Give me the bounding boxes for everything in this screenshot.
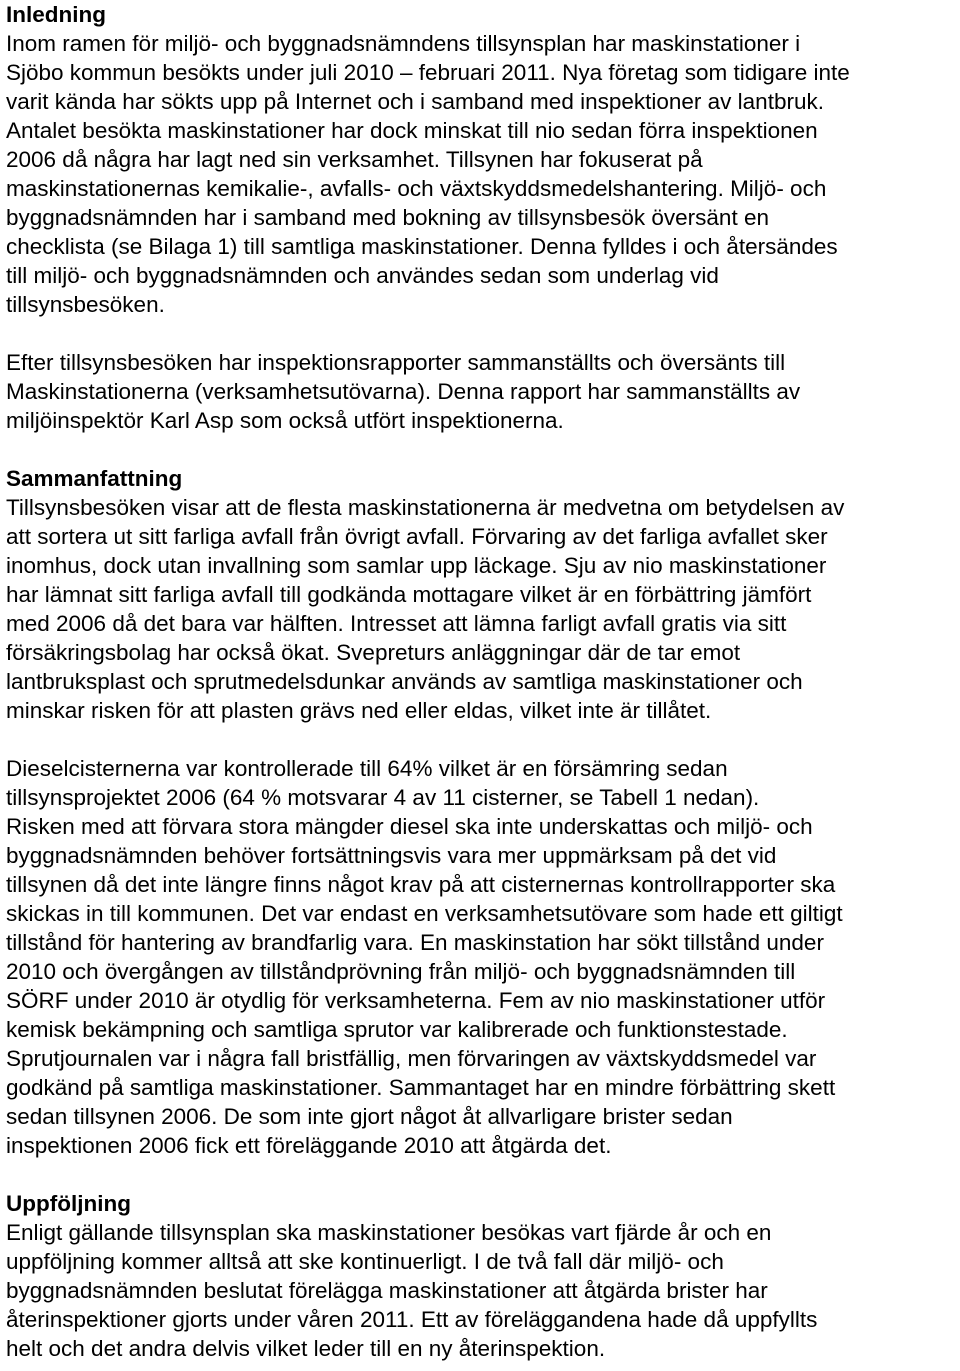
- spacer: [6, 1160, 956, 1189]
- summary-paragraph-2: Dieselcisternerna var kontrollerade till 64% vilket är en försämring sedan tillsynsprojektet 2006 (64 % motsvarar 4 av 11 cisterner, se Tabell 1 nedan). Risken med att förvara stora mängder diesel ska inte underskattas och miljö- och byggnadsnämnden behöver fortsättningsvis vara mer uppmärksam på det vid tillsynen då det inte längre finns något krav på att cisternernas kontrollrapporter ska skickas in till kommunen. Det var endast en verksamhetsutövare som hade ett giltigt tillstånd för hantering av brandfarlig vara. En maskinstation har sökt tillstånd under 2010 och övergången av tillståndprövning från miljö- och byggnadsnämnden till SÖRF under 2010 är otydlig för verksamheterna. Fem av nio maskinstationer utför kemisk bekämpning och samtliga sprutor var kalibrerade och funktionstestade. Sprutjournalen var i några fall bristfällig, men förvaringen av växtskyddsmedel var godkänd på samtliga maskinstationer. Sammantaget har en mindre förbättring skett sedan tillsynen 2006. De som inte gjort något åt allvarligare brister sedan inspektionen 2006 fick ett föreläggande 2010 att åtgärda det.: [6, 756, 843, 1158]
- intro-paragraph-2: Efter tillsynsbesöken har inspektionsrapporter sammanställts och översänts till Maskinstationerna (verksamhetsutövarna). Denna rapport har sammanställts av miljöinspektör Karl Asp som också utfört inspektionerna.: [6, 350, 801, 433]
- heading-uppfoljning: Uppföljning: [6, 1191, 131, 1216]
- document-page: [6, 0, 956, 1363]
- spacer: [6, 435, 956, 464]
- summary-paragraph-1: Tillsynsbesöken visar att de flesta maskinstationerna är medvetna om betydelsen av att sortera ut sitt farliga avfall från övrigt avfall. Förvaring av det farliga avfallet sker inomhus, dock utan invallning som samlar upp läckage. Sju av nio maskinstationer har lämnat sitt farliga avfall till godkända mottagare vilket är en förbättring jämfört med 2006 då det bara var hälften. Intresset att lämna farligt avfall gratis via sitt försäkringsbolag har också ökat. Svepreturs anläggningar där de tar emot lantbruksplast och sprutmedelsdunkar används av samtliga maskinstationer och minskar risken för att plasten grävs ned eller eldas, vilket inte är tillåtet.: [6, 495, 845, 723]
- followup-paragraph-1: Enligt gällande tillsynsplan ska maskinstationer besökas vart fjärde år och en uppföljning kommer alltså att ske kontinuerligt. I de två fall där miljö- och byggnadsnämnden beslutat förelägga maskinstationer att åtgärda brister har återinspektioner gjorts under våren 2011. Ett av föreläggandena hade då uppfyllts helt och det andra delvis vilket leder till en ny återinspektion.: [6, 1220, 818, 1361]
- heading-inledning: Inledning: [6, 2, 106, 27]
- heading-sammanfattning: Sammanfattning: [6, 466, 183, 491]
- spacer: [6, 319, 956, 348]
- spacer: [6, 725, 956, 754]
- intro-paragraph-1: Inom ramen för miljö- och byggnadsnämndens tillsynsplan har maskinstationer i Sjöbo kommun besökts under juli 2010 – februari 2011. Nya företag som tidigare inte varit kända har sökts upp på Internet och i samband med inspektioner av lantbruk. Antalet besökta maskinstationer har dock minskat till nio sedan förra inspektionen 2006 då några har lagt ned sin verksamhet. Tillsynen har fokuserat på maskinstationernas kemikalie-, avfalls- och växtskyddsmedelshantering. Miljö- och byggnadsnämnden har i samband med bokning av tillsynsbesök översänt en checklista (se Bilaga 1) till samtliga maskinstationer. Denna fylldes i och återsändes till miljö- och byggnadsnämnden och användes sedan som underlag vid tillsynsbesöken.: [6, 31, 850, 317]
